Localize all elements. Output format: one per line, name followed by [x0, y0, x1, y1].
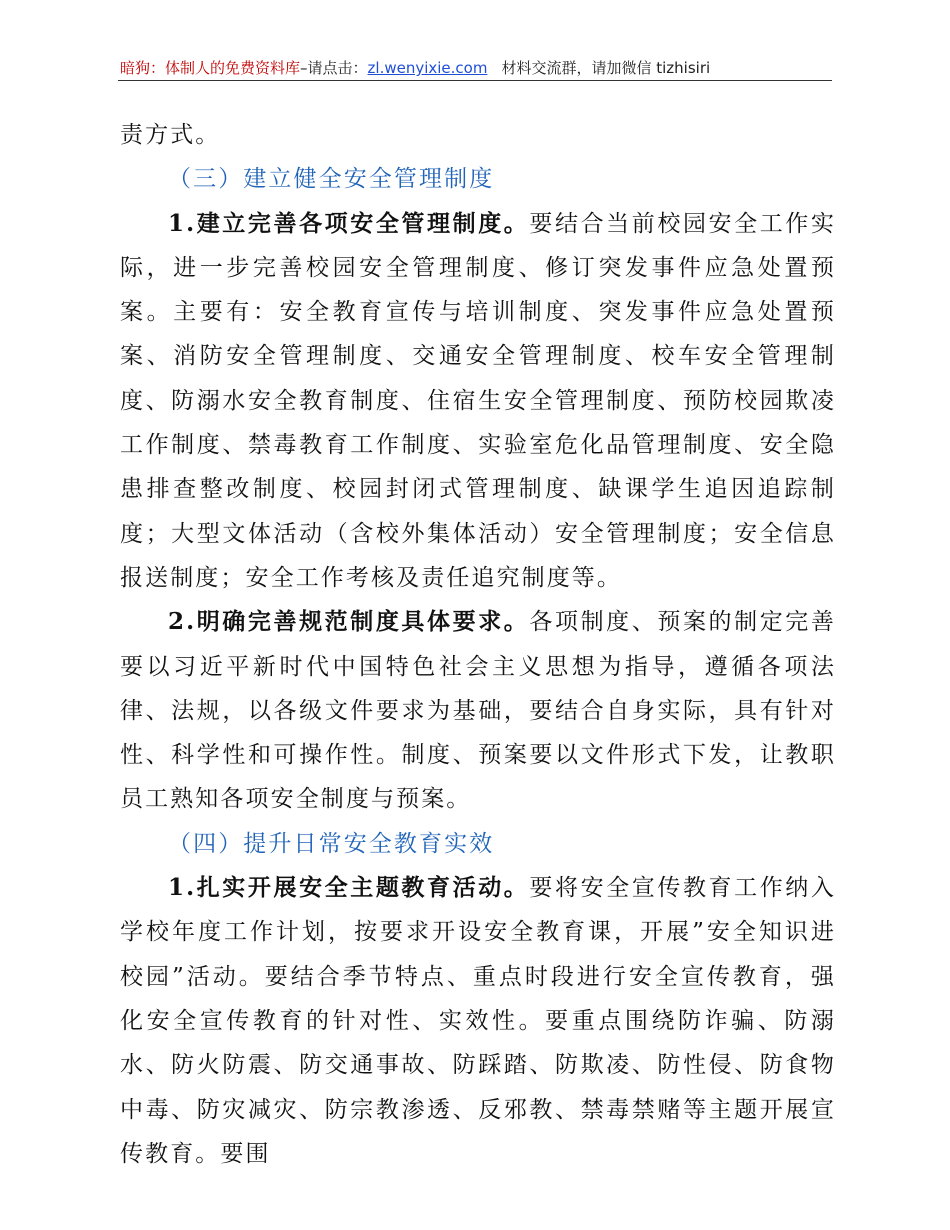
header-prompt: –请点击：: [300, 59, 368, 77]
header-group-note: 材料交流群，请加微信 tizhisiri: [501, 59, 711, 77]
paragraph-3-1: [120, 202, 836, 601]
paragraph-3-2-title: 2.明确完善规范制度具体要求。: [168, 608, 530, 636]
paragraph-4-1-title: 1.扎实开展安全主题教育活动。: [168, 874, 530, 902]
page-header: [120, 58, 832, 78]
paragraph-3-1-text: 要结合当前校园安全工作实际，进一步完善校园安全管理制度、修订突发事件应急处置预案。主要有：安全教育宣传与培训制度、突发事件应急处置预案、消防安全管理制度、交通安全管理制度、校车安全管理制度、防溺水安全教育制度、住宿生安全管理制度、预防校园欺凌工作制度、禁毒教育工作制度、实验室危化品管理制度、安全隐患排查整改制度、校园封闭式管理制度、缺课学生追因追踪制度；大型文体活动（含校外集体活动）安全管理制度；安全信息报送制度；安全工作考核及责任追究制度等。: [120, 210, 836, 591]
header-link[interactable]: zl.wenyixie.com: [367, 59, 488, 77]
paragraph-3-2: [120, 600, 836, 821]
document-body: [120, 113, 836, 1176]
paragraph-4-1-text: 要将安全宣传教育工作纳入学校年度工作计划，按要求开设安全教育课，开展”安全知识进校园”活动。要结合季节特点、重点时段进行安全宣传教育，强化安全宣传教育的针对性、实效性。要重点围绕防诈骗、防溺水、防火防震、防交通事故、防踩踏、防欺凌、防性侵、防食物中毒、防灾减灾、防宗教渗透、反邪教、禁毒禁赌等主题开展宣传教育。要围: [120, 875, 836, 1167]
continued-paragraph: 责方式。: [120, 122, 221, 148]
paragraph-3-1-title: 1.建立完善各项安全管理制度。: [168, 209, 530, 237]
section-heading-4: （四）提升日常安全教育实效: [168, 830, 495, 857]
header-brand: 暗狗：体制人的免费资料库: [120, 59, 301, 77]
paragraph-4-1: [120, 866, 836, 1176]
paragraph-3-2-text: 各项制度、预案的制定完善要以习近平新时代中国特色社会主义思想为指导，遵循各项法律、法规，以各级文件要求为基础，要结合自身实际，具有针对性、科学性和可操作性。制度、预案要以文件形式下发，让教职员工熟知各项安全制度与预案。: [120, 609, 836, 813]
section-heading-3: （三）建立健全安全管理制度: [168, 166, 495, 193]
header-divider: [118, 80, 832, 81]
